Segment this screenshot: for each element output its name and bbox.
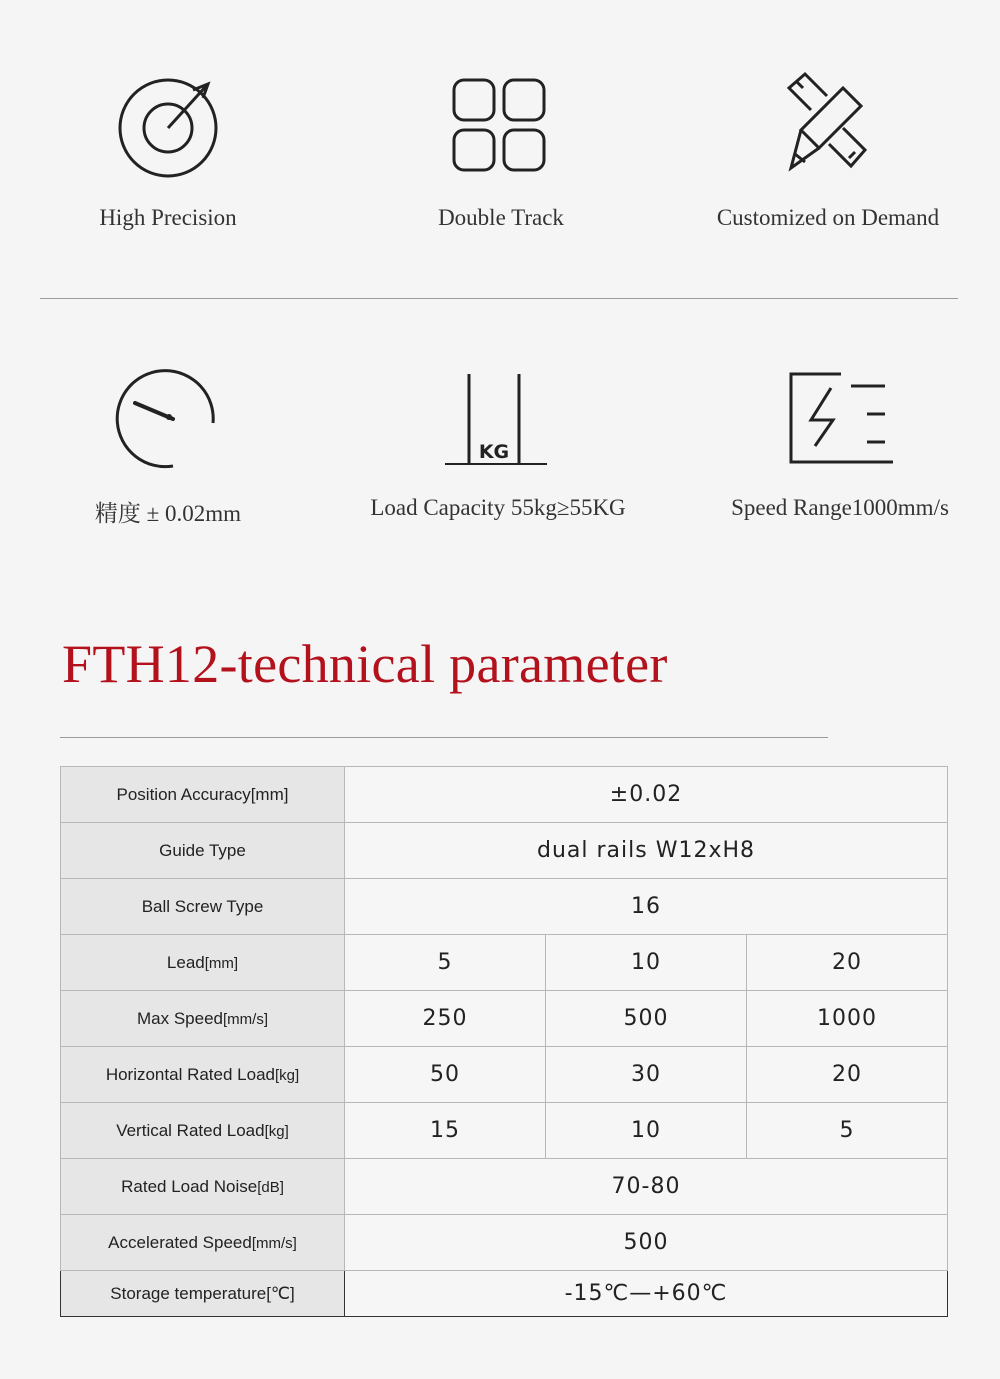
pencil-ruler-icon (773, 70, 883, 180)
page-title: FTH12-technical parameter (62, 634, 668, 694)
row-value: 30 (546, 1047, 747, 1103)
speed-lightning-icon (785, 368, 895, 468)
row-value: 15 (345, 1103, 546, 1159)
row-value: 16 (345, 879, 948, 935)
feature-label: Double Track (438, 205, 564, 230)
row-value: 20 (747, 935, 948, 991)
row-header: Horizontal Rated Load[kg] (61, 1047, 345, 1103)
table-row (61, 1047, 948, 1103)
feature-high-precision (18, 70, 318, 230)
row-header: Lead[mm] (61, 935, 345, 991)
feature-double-track (351, 72, 651, 230)
feature-load-capacity (348, 370, 648, 520)
table-row (61, 1271, 948, 1317)
row-value: 250 (345, 991, 546, 1047)
row-value: 5 (345, 935, 546, 991)
table-row (61, 1215, 948, 1271)
row-value: 20 (747, 1047, 948, 1103)
weight-kg-icon (443, 370, 553, 470)
title-underline (60, 737, 828, 738)
row-value: 500 (546, 991, 747, 1047)
row-header: Ball Screw Type (61, 879, 345, 935)
row-header: Max Speed[mm/s] (61, 991, 345, 1047)
row-value: ±0.02 (345, 767, 948, 823)
row-value: 10 (546, 935, 747, 991)
row-value: 1000 (747, 991, 948, 1047)
feature-label: Load Capacity 55kg≥55KG (370, 495, 626, 520)
row-value: 5 (747, 1103, 948, 1159)
row-header: Position Accuracy[mm] (61, 767, 345, 823)
row-value: 70-80 (345, 1159, 948, 1215)
row-value: 500 (345, 1215, 948, 1271)
target-icon (113, 70, 223, 185)
row-header: Accelerated Speed[mm/s] (61, 1215, 345, 1271)
row-value: dual rails W12xH8 (345, 823, 948, 879)
row-value: 50 (345, 1047, 546, 1103)
row-header: Rated Load Noise[dB] (61, 1159, 345, 1215)
row-value: -15℃—+60℃ (345, 1271, 948, 1317)
table-row (61, 879, 948, 935)
row-header: Guide Type (61, 823, 345, 879)
parameter-table (60, 766, 948, 1317)
feature-label: 精度 ± 0.02mm (94, 501, 242, 526)
row-header: Storage temperature[℃] (61, 1271, 345, 1317)
table-row (61, 991, 948, 1047)
grid-squares-icon (446, 72, 556, 182)
table-row (61, 1159, 948, 1215)
feature-label: Speed Range1000mm/s (731, 495, 949, 520)
gauge-icon (113, 365, 223, 475)
feature-speed-range (690, 368, 990, 520)
table-row (61, 1103, 948, 1159)
table-row (61, 823, 948, 879)
row-header: Vertical Rated Load[kg] (61, 1103, 345, 1159)
kg-label: KG (478, 441, 510, 463)
section-divider (40, 298, 958, 299)
feature-label: Customized on Demand (716, 205, 940, 230)
feature-accuracy (18, 365, 318, 526)
feature-customized (678, 70, 978, 230)
feature-label: High Precision (99, 205, 237, 230)
row-value: 10 (546, 1103, 747, 1159)
table-row (61, 935, 948, 991)
table-row (61, 767, 948, 823)
